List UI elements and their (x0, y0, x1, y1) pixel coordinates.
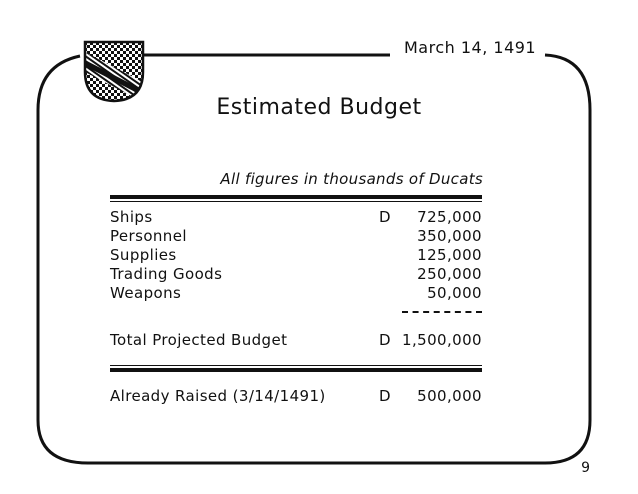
raised-label: Already Raised (3/14/1491) (110, 387, 326, 405)
slide-title: Estimated Budget (216, 95, 422, 120)
currency-symbol: D (379, 331, 391, 349)
budget-item-label: Ships (110, 208, 153, 226)
budget-item-label: Personnel (110, 227, 187, 245)
currency-symbol: D (379, 387, 391, 405)
budget-item-amount: 250,000 (417, 265, 482, 283)
table-subtitle: All figures in thousands of Ducats (220, 170, 483, 188)
slide-date: March 14, 1491 (404, 38, 537, 57)
budget-item-label: Weapons (110, 284, 182, 302)
currency-symbol: D (379, 208, 391, 226)
page-number: 9 (581, 460, 590, 476)
raised-amount: 500,000 (417, 387, 482, 405)
total-amount: 1,500,000 (402, 331, 482, 349)
budget-item-amount: 50,000 (427, 284, 482, 302)
subtotal-dashes (402, 311, 482, 313)
rule-top-thin (110, 201, 482, 202)
budget-item-label: Trading Goods (110, 265, 223, 283)
budget-item-amount: 350,000 (417, 227, 482, 245)
total-label: Total Projected Budget (110, 331, 288, 349)
rule-middle-thin (110, 365, 482, 366)
crest-icon (85, 42, 143, 102)
budget-item-amount: 725,000 (417, 208, 482, 226)
rule-top (110, 195, 482, 199)
budget-item-label: Supplies (110, 246, 177, 264)
rule-middle (110, 368, 482, 372)
budget-item-amount: 125,000 (417, 246, 482, 264)
